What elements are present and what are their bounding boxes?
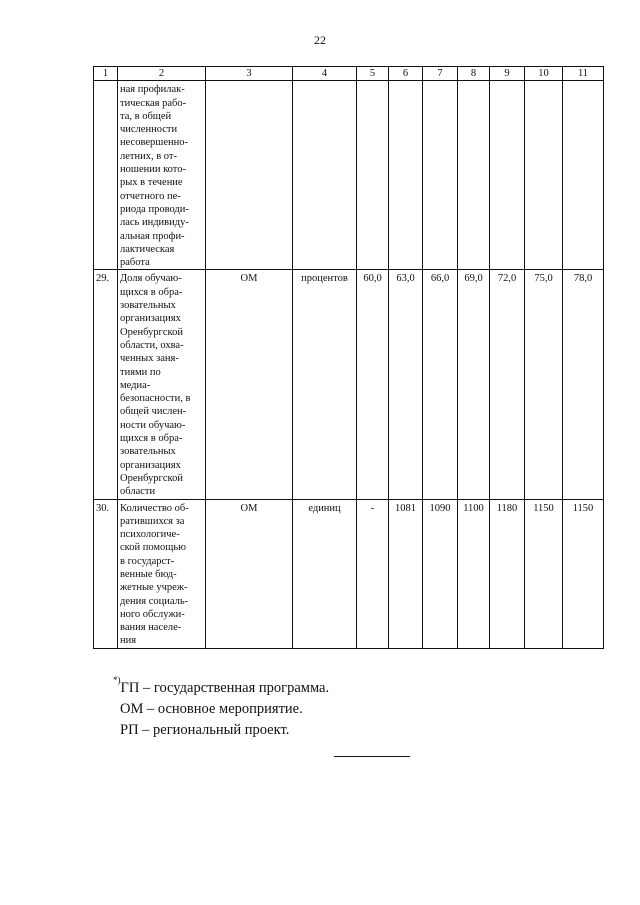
table-row xyxy=(94,499,604,648)
header-col-8: 8 xyxy=(458,67,490,81)
row-number: 30. xyxy=(94,499,118,648)
value-cell: 1150 xyxy=(525,499,563,648)
footnote-line xyxy=(113,673,329,699)
value-cell: 69,0 xyxy=(458,270,490,499)
value-cell: - xyxy=(357,499,389,648)
value-cell: 63,0 xyxy=(389,270,423,499)
indicator-type xyxy=(206,81,293,270)
indicator-name: ная профилак- тическая рабо- та, в общей численности несовершенно- летних, в от- ношении кото- рых в течение отчетного пе- риода проводи- лась индивиду- альная профи- лактическая работа xyxy=(118,81,206,270)
header-col-11: 11 xyxy=(563,67,604,81)
value-cell: 60,0 xyxy=(357,270,389,499)
value-cell: 72,0 xyxy=(490,270,525,499)
value-cell xyxy=(423,81,458,270)
value-cell: 1090 xyxy=(423,499,458,648)
header-col-10: 10 xyxy=(525,67,563,81)
indicator-unit: процентов xyxy=(293,270,357,499)
value-cell: 1081 xyxy=(389,499,423,648)
table-row xyxy=(94,81,604,270)
indicators-table xyxy=(93,66,604,649)
value-cell xyxy=(458,81,490,270)
page-number: 22 xyxy=(314,33,326,47)
indicator-type: ОМ xyxy=(206,499,293,648)
value-cell: 78,0 xyxy=(563,270,604,499)
value-cell: 66,0 xyxy=(423,270,458,499)
value-cell xyxy=(490,81,525,270)
header-col-9: 9 xyxy=(490,67,525,81)
header-row xyxy=(94,67,604,81)
row-number xyxy=(94,81,118,270)
header-col-4: 4 xyxy=(293,67,357,81)
row-number: 29. xyxy=(94,270,118,499)
indicator-type: ОМ xyxy=(206,270,293,499)
header-col-5: 5 xyxy=(357,67,389,81)
header-col-7: 7 xyxy=(423,67,458,81)
table-row xyxy=(94,270,604,499)
footnote-line: ОМ – основное мероприятие. xyxy=(120,700,303,717)
header-col-2: 2 xyxy=(118,67,206,81)
indicator-unit xyxy=(293,81,357,270)
value-cell xyxy=(563,81,604,270)
header-col-6: 6 xyxy=(389,67,423,81)
value-cell xyxy=(389,81,423,270)
header-col-3: 3 xyxy=(206,67,293,81)
value-cell: 75,0 xyxy=(525,270,563,499)
value-cell: 1180 xyxy=(490,499,525,648)
header-col-1: 1 xyxy=(94,67,118,81)
indicator-name: Доля обучаю- щихся в обра- зовательных организациях Оренбургской области, охва- ченных заня- тиями по медиа- безопасности, в общей числен- ности обучаю- щихся в обра- зовательных организациях Оренбургской области xyxy=(118,270,206,499)
footnote-text: ГП – государственная программа. xyxy=(120,679,330,696)
value-cell: 1100 xyxy=(458,499,490,648)
footnote-marker: *) xyxy=(113,675,121,685)
value-cell xyxy=(357,81,389,270)
value-cell xyxy=(525,81,563,270)
end-rule xyxy=(334,756,410,757)
value-cell: 1150 xyxy=(563,499,604,648)
footnote-line: РП – региональный проект. xyxy=(120,721,290,738)
indicator-unit: единиц xyxy=(293,499,357,648)
indicator-name: Количество об- ратившихся за психологиче- ской помощью в государст- венные бюд- жетные учреж- дения социаль- ного обслужи- вания населе- ния xyxy=(118,499,206,648)
footnote xyxy=(113,673,329,741)
